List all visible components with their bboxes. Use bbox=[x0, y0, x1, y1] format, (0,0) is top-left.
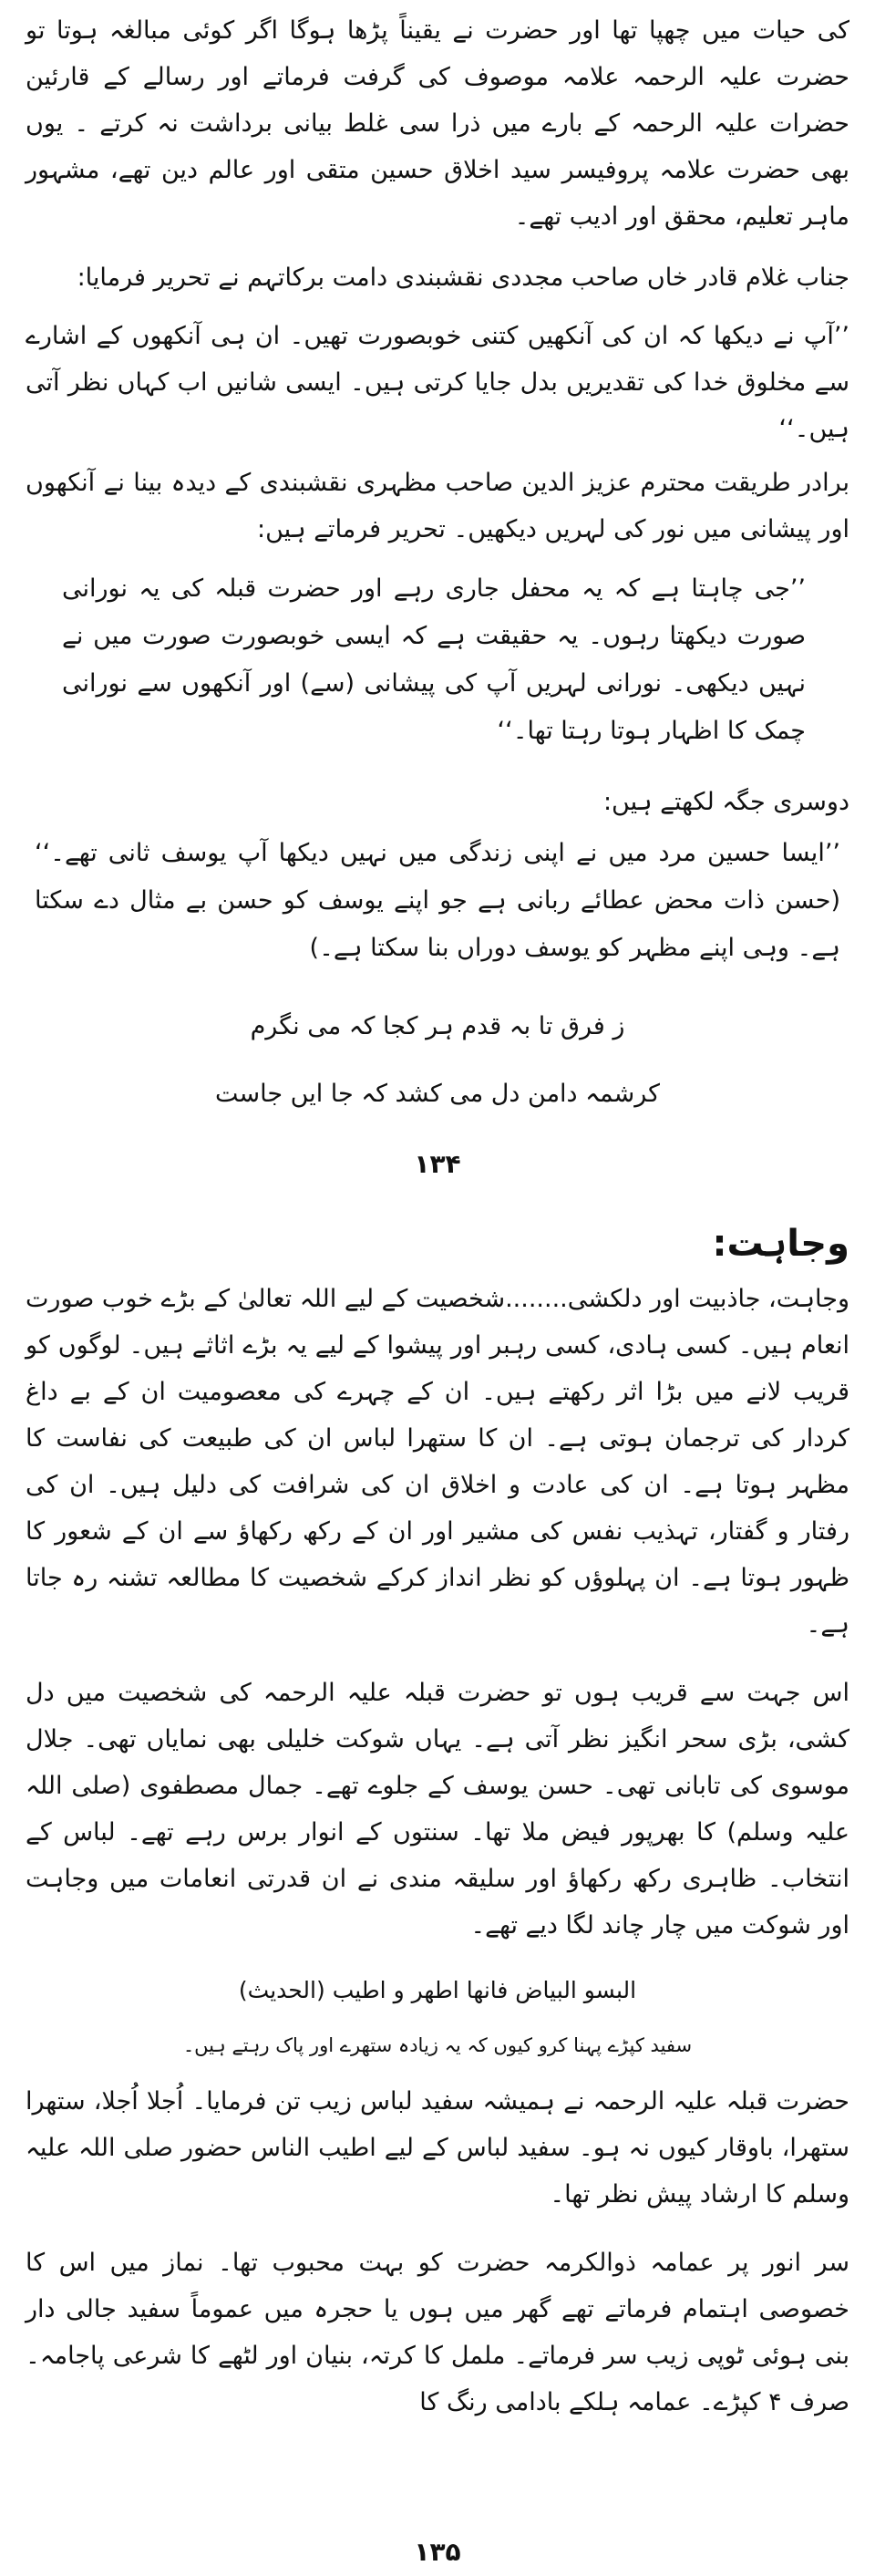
yusuf-sani-quote: ’’ایسا حسین مرد میں نے اپنی زندگی میں نہیں دیکھا آپ یوسف ثانی تھے۔‘‘ (حسن ذات محض عطائے ربانی ہے جو اپنے یوسف کو حسن بے مثال دے سکتا ہے۔ وہی اپنے مظہر کو یوسف دوراں بنا سکتا ہے۔) bbox=[35, 839, 840, 962]
section-title-wajahat: وجاہت: bbox=[712, 1223, 849, 1265]
wajahat-paragraph: وجاہت، جاذبیت اور دلکشی........شخصیت کے لیے اللہ تعالیٰ کے بڑے خوب صورت انعام ہیں۔ کسی ہادی، کسی رہبر اور پیشوا کے لیے یہ بڑے اثاثے ہیں۔ لوگوں کو قریب لانے میں بڑا اثر رکھتے ہیں۔ ان کے چہرے کی معصومیت ان کے بے داغ کردار کی ترجمان ہوتی ہے۔ ان کا ستھرا لباس ان کی طبیعت کی نفاست کا مظہر ہوتا ہے۔ ان کی عادت و اخلاق ان کی شرافت کی دلیل ہیں۔ ان کی رفتار و گفتار، تہذیب نفس کی مشیر اور ان کے رکھ رکھاؤ سے ان کے شعور کا ظہور ہوتا ہے۔ ان پہلوؤں کو نظر انداز کرکے شخصیت کا مطالعہ تشنہ رہ جاتا ہے۔ bbox=[26, 1285, 849, 1639]
hadith-text: البسو البیاض فانھا اطھر و اطیب (الحدیث) bbox=[238, 1977, 637, 2003]
ghulam-qadir-intro: جناب غلام قادر خاں صاحب مجددی نقشبندی دامت برکاتہم نے تحریر فرمایا: bbox=[77, 264, 849, 292]
turban-paragraph: سر انور پر عمامہ ذوالکرمہ حضرت کو بہت محبوب تھا۔ نماز میں اس کا خصوصی اہتمام فرماتے تھے گھر میں ہوں یا حجرہ میں عموماً سفید جالی دار بنی ہوئی ٹوپی زیب سر فرماتے۔ ململ کا کرتہ، بنیان اور لٹھے کا شرعی پاجامہ۔ صرف ۴ کپڑے۔ عمامہ ہلکے بادامی رنگ کا bbox=[26, 2249, 849, 2416]
hadith-translation: سفید کپڑے پہنا کرو کیوں کہ یہ زیادہ ستھرے اور پاک رہتے ہیں۔ bbox=[182, 2034, 693, 2056]
elsewhere-intro: دوسری جگہ لکھتے ہیں: bbox=[602, 788, 849, 816]
persian-verse-line-1: ز فرق تا بہ قدم ہر کجا کہ می نگرم bbox=[250, 1012, 625, 1040]
page-number-134: ۱۳۴ bbox=[414, 1149, 461, 1179]
persian-verse-line-2: کرشمہ دامن دل می کشد کہ جا ایں جاست bbox=[215, 1080, 660, 1108]
ghulam-qadir-quote: ’’آپ نے دیکھا کہ ان کی آنکھیں کتنی خوبصورت تھیں۔ ان ہی آنکھوں کے اشارے سے مخلوق خدا کی تقدیریں بدل جایا کرتی ہیں۔ ایسی شانیں اب کہاں نظر آتی ہیں۔‘‘ bbox=[26, 322, 849, 443]
page-number-135: ۱۳۵ bbox=[414, 2537, 461, 2567]
jihat-paragraph: اس جہت سے قریب ہوں تو حضرت قبلہ علیہ الرحمہ کی شخصیت میں دل کشی، بڑی سحر انگیز نظر آتی ہے۔ یہاں شوکت خلیلی بھی نمایاں تھی۔ جلال موسوی کی تابانی تھی۔ حسن یوسف کے جلوے تھے۔ جمال مصطفوی (صلی اللہ علیہ وسلم) کا بھرپور فیض ملا تھا۔ سنتوں کے انوار برس رہے تھے۔ لباس کے انتخاب۔ ظاہری رکھ رکھاؤ اور سلیقہ مندی نے ان قدرتی انعامات میں وجاہت اور شوکت میں چار چاند لگا دیے تھے۔ bbox=[26, 1679, 849, 1940]
aziz-uddin-intro: برادر طریقت محترم عزیز الدین صاحب مظہری نقشبندی کے دیدہ بینا نے آنکھوں اور پیشانی میں نور کی لہریں دیکھیں۔ تحریر فرماتے ہیں: bbox=[26, 469, 849, 543]
intro-paragraph: کی حیات میں چھپا تھا اور حضرت نے یقیناً پڑھا ہوگا اگر کوئی مبالغہ ہوتا تو حضرت علیہ الرحمہ علامہ موصوف کی گرفت فرماتے اور رسالے کے قارئین حضرات علیہ الرحمہ کے بارے میں ذرا سی غلط بیانی برداشت نہ کرتے ۔ یوں بھی حضرت علامہ پروفیسر سید اخلاق حسین متقی اور عالم دین تھے، مشہور ماہر تعلیم، محقق اور ادیب تھے۔ bbox=[26, 16, 849, 231]
white-dress-paragraph: حضرت قبلہ علیہ الرحمہ نے ہمیشہ سفید لباس زیب تن فرمایا۔ اُجلا اُجلا، ستھرا ستھرا، باوقار کیوں نہ ہو۔ سفید لباس کے لیے اطیب الناس حضور صلی اللہ علیہ وسلم کا ارشاد پیش نظر تھا۔ bbox=[26, 2087, 849, 2209]
aziz-uddin-quote: ’’جی چاہتا ہے کہ یہ محفل جاری رہے اور حضرت قبلہ کی یہ نورانی صورت دیکھتا رہوں۔ یہ حقیقت ہے کہ ایسی خوبصورت صورت میں نے نہیں دیکھی۔ نورانی لہریں آپ کی پیشانی (سے) اور آنکھوں سے نورانی چمک کا اظہار ہوتا رہتا تھا۔‘‘ bbox=[62, 574, 806, 745]
document-page bbox=[0, 7, 875, 2576]
